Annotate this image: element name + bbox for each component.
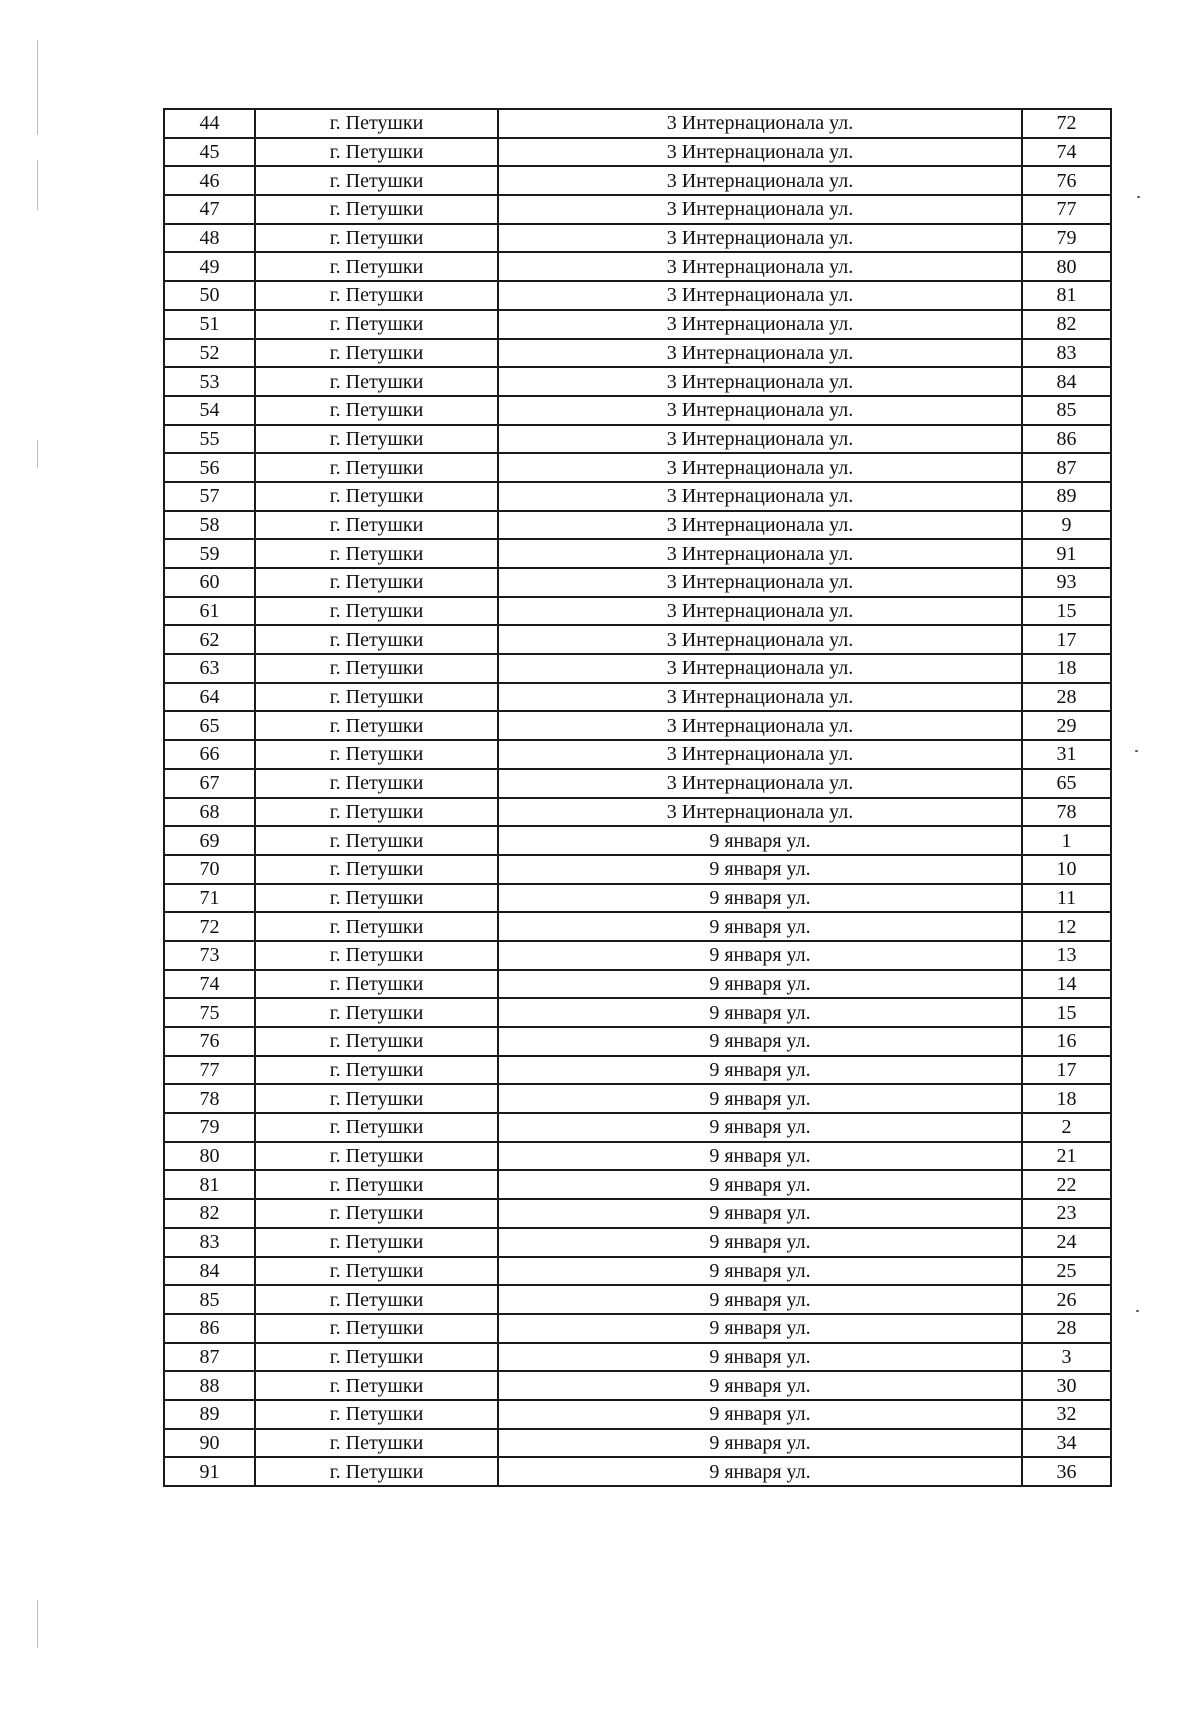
street-cell: 3 Интернационала ул. — [498, 625, 1022, 654]
city-cell: г. Петушки — [255, 798, 498, 827]
street-cell: 3 Интернационала ул. — [498, 339, 1022, 368]
row-number-cell: 80 — [164, 1142, 255, 1171]
table-row — [164, 1314, 1111, 1343]
street-cell: 9 января ул. — [498, 826, 1022, 855]
row-number-cell: 84 — [164, 1257, 255, 1286]
row-number-cell: 66 — [164, 740, 255, 769]
street-cell: 3 Интернационала ул. — [498, 310, 1022, 339]
row-number-cell: 81 — [164, 1170, 255, 1199]
address-table-body — [164, 109, 1111, 1486]
city-cell: г. Петушки — [255, 1142, 498, 1171]
street-cell: 3 Интернационала ул. — [498, 138, 1022, 167]
row-number-cell: 65 — [164, 711, 255, 740]
house-number-cell: 86 — [1022, 425, 1111, 454]
table-row — [164, 224, 1111, 253]
house-number-cell: 29 — [1022, 711, 1111, 740]
street-cell: 9 января ул. — [498, 1199, 1022, 1228]
row-number-cell: 45 — [164, 138, 255, 167]
row-number-cell: 44 — [164, 109, 255, 138]
street-cell: 3 Интернационала ул. — [498, 769, 1022, 798]
row-number-cell: 51 — [164, 310, 255, 339]
table-row — [164, 884, 1111, 913]
city-cell: г. Петушки — [255, 1314, 498, 1343]
row-number-cell: 61 — [164, 597, 255, 626]
street-cell: 9 января ул. — [498, 1457, 1022, 1486]
row-number-cell: 90 — [164, 1429, 255, 1458]
street-cell: 9 января ул. — [498, 884, 1022, 913]
house-number-cell: 24 — [1022, 1228, 1111, 1257]
house-number-cell: 12 — [1022, 912, 1111, 941]
street-cell: 9 января ул. — [498, 1113, 1022, 1142]
row-number-cell: 76 — [164, 1027, 255, 1056]
row-number-cell: 46 — [164, 166, 255, 195]
table-row — [164, 1228, 1111, 1257]
row-number-cell: 83 — [164, 1228, 255, 1257]
city-cell: г. Петушки — [255, 252, 498, 281]
house-number-cell: 10 — [1022, 855, 1111, 884]
city-cell: г. Петушки — [255, 425, 498, 454]
house-number-cell: 1 — [1022, 826, 1111, 855]
house-number-cell: 17 — [1022, 625, 1111, 654]
city-cell: г. Петушки — [255, 998, 498, 1027]
city-cell: г. Петушки — [255, 1257, 498, 1286]
table-row — [164, 1142, 1111, 1171]
table-row — [164, 396, 1111, 425]
table-row — [164, 453, 1111, 482]
table-row — [164, 310, 1111, 339]
table-row — [164, 1457, 1111, 1486]
city-cell: г. Петушки — [255, 855, 498, 884]
house-number-cell: 82 — [1022, 310, 1111, 339]
table-row — [164, 826, 1111, 855]
city-cell: г. Петушки — [255, 654, 498, 683]
city-cell: г. Петушки — [255, 970, 498, 999]
street-cell: 3 Интернационала ул. — [498, 367, 1022, 396]
table-row — [164, 138, 1111, 167]
table-row — [164, 1170, 1111, 1199]
street-cell: 9 января ул. — [498, 1400, 1022, 1429]
table-row — [164, 970, 1111, 999]
city-cell: г. Петушки — [255, 597, 498, 626]
row-number-cell: 70 — [164, 855, 255, 884]
city-cell: г. Петушки — [255, 1371, 498, 1400]
scan-margin-mark — [37, 1600, 38, 1648]
street-cell: 9 января ул. — [498, 1257, 1022, 1286]
row-number-cell: 75 — [164, 998, 255, 1027]
house-number-cell: 83 — [1022, 339, 1111, 368]
table-row — [164, 1027, 1111, 1056]
house-number-cell: 85 — [1022, 396, 1111, 425]
table-row — [164, 597, 1111, 626]
table-row — [164, 1113, 1111, 1142]
street-cell: 3 Интернационала ул. — [498, 482, 1022, 511]
table-row — [164, 539, 1111, 568]
scan-speck — [1136, 1310, 1139, 1312]
house-number-cell: 25 — [1022, 1257, 1111, 1286]
city-cell: г. Петушки — [255, 109, 498, 138]
city-cell: г. Петушки — [255, 1113, 498, 1142]
row-number-cell: 86 — [164, 1314, 255, 1343]
table-row — [164, 281, 1111, 310]
city-cell: г. Петушки — [255, 912, 498, 941]
city-cell: г. Петушки — [255, 711, 498, 740]
city-cell: г. Петушки — [255, 281, 498, 310]
street-cell: 3 Интернационала ул. — [498, 568, 1022, 597]
table-row — [164, 1084, 1111, 1113]
table-row — [164, 1285, 1111, 1314]
row-number-cell: 69 — [164, 826, 255, 855]
street-cell: 9 января ул. — [498, 912, 1022, 941]
street-cell: 3 Интернационала ул. — [498, 425, 1022, 454]
house-number-cell: 81 — [1022, 281, 1111, 310]
street-cell: 9 января ул. — [498, 1285, 1022, 1314]
row-number-cell: 60 — [164, 568, 255, 597]
house-number-cell: 78 — [1022, 798, 1111, 827]
row-number-cell: 47 — [164, 195, 255, 224]
street-cell: 9 января ул. — [498, 1429, 1022, 1458]
scan-speck — [1137, 196, 1140, 198]
city-cell: г. Петушки — [255, 1228, 498, 1257]
house-number-cell: 9 — [1022, 511, 1111, 540]
street-cell: 3 Интернационала ул. — [498, 683, 1022, 712]
city-cell: г. Петушки — [255, 740, 498, 769]
row-number-cell: 71 — [164, 884, 255, 913]
street-cell: 3 Интернационала ул. — [498, 511, 1022, 540]
street-cell: 3 Интернационала ул. — [498, 654, 1022, 683]
row-number-cell: 56 — [164, 453, 255, 482]
table-row — [164, 998, 1111, 1027]
street-cell: 9 января ул. — [498, 1084, 1022, 1113]
city-cell: г. Петушки — [255, 482, 498, 511]
house-number-cell: 28 — [1022, 683, 1111, 712]
table-row — [164, 1343, 1111, 1372]
city-cell: г. Петушки — [255, 941, 498, 970]
table-row — [164, 1429, 1111, 1458]
house-number-cell: 77 — [1022, 195, 1111, 224]
row-number-cell: 72 — [164, 912, 255, 941]
table-row — [164, 769, 1111, 798]
table-row — [164, 1400, 1111, 1429]
street-cell: 3 Интернационала ул. — [498, 396, 1022, 425]
row-number-cell: 62 — [164, 625, 255, 654]
house-number-cell: 80 — [1022, 252, 1111, 281]
city-cell: г. Петушки — [255, 1056, 498, 1085]
row-number-cell: 79 — [164, 1113, 255, 1142]
table-row — [164, 625, 1111, 654]
row-number-cell: 55 — [164, 425, 255, 454]
house-number-cell: 30 — [1022, 1371, 1111, 1400]
house-number-cell: 15 — [1022, 998, 1111, 1027]
table-row — [164, 568, 1111, 597]
city-cell: г. Петушки — [255, 367, 498, 396]
city-cell: г. Петушки — [255, 884, 498, 913]
row-number-cell: 50 — [164, 281, 255, 310]
table-row — [164, 654, 1111, 683]
city-cell: г. Петушки — [255, 1199, 498, 1228]
city-cell: г. Петушки — [255, 224, 498, 253]
city-cell: г. Петушки — [255, 568, 498, 597]
street-cell: 3 Интернационала ул. — [498, 453, 1022, 482]
city-cell: г. Петушки — [255, 195, 498, 224]
street-cell: 9 января ул. — [498, 1371, 1022, 1400]
table-row — [164, 339, 1111, 368]
city-cell: г. Петушки — [255, 769, 498, 798]
house-number-cell: 84 — [1022, 367, 1111, 396]
house-number-cell: 2 — [1022, 1113, 1111, 1142]
table-row — [164, 912, 1111, 941]
street-cell: 3 Интернационала ул. — [498, 539, 1022, 568]
city-cell: г. Петушки — [255, 166, 498, 195]
city-cell: г. Петушки — [255, 1170, 498, 1199]
city-cell: г. Петушки — [255, 1457, 498, 1486]
row-number-cell: 88 — [164, 1371, 255, 1400]
street-cell: 3 Интернационала ул. — [498, 740, 1022, 769]
street-cell: 3 Интернационала ул. — [498, 224, 1022, 253]
table-row — [164, 683, 1111, 712]
row-number-cell: 57 — [164, 482, 255, 511]
row-number-cell: 91 — [164, 1457, 255, 1486]
row-number-cell: 48 — [164, 224, 255, 253]
street-cell: 3 Интернационала ул. — [498, 798, 1022, 827]
table-row — [164, 711, 1111, 740]
row-number-cell: 49 — [164, 252, 255, 281]
street-cell: 3 Интернационала ул. — [498, 281, 1022, 310]
table-row — [164, 482, 1111, 511]
house-number-cell: 31 — [1022, 740, 1111, 769]
house-number-cell: 11 — [1022, 884, 1111, 913]
city-cell: г. Петушки — [255, 1400, 498, 1429]
scan-margin-mark — [37, 40, 38, 135]
street-cell: 3 Интернационала ул. — [498, 166, 1022, 195]
street-cell: 9 января ул. — [498, 998, 1022, 1027]
row-number-cell: 77 — [164, 1056, 255, 1085]
street-cell: 9 января ул. — [498, 1228, 1022, 1257]
city-cell: г. Петушки — [255, 339, 498, 368]
house-number-cell: 14 — [1022, 970, 1111, 999]
street-cell: 9 января ул. — [498, 1027, 1022, 1056]
table-row — [164, 511, 1111, 540]
house-number-cell: 89 — [1022, 482, 1111, 511]
table-row — [164, 1257, 1111, 1286]
table-row — [164, 798, 1111, 827]
table-row — [164, 425, 1111, 454]
street-cell: 9 января ул. — [498, 1170, 1022, 1199]
city-cell: г. Петушки — [255, 683, 498, 712]
row-number-cell: 53 — [164, 367, 255, 396]
row-number-cell: 54 — [164, 396, 255, 425]
scan-margin-mark — [37, 160, 38, 210]
row-number-cell: 85 — [164, 1285, 255, 1314]
table-row — [164, 252, 1111, 281]
street-cell: 9 января ул. — [498, 1343, 1022, 1372]
city-cell: г. Петушки — [255, 1285, 498, 1314]
table-row — [164, 109, 1111, 138]
city-cell: г. Петушки — [255, 310, 498, 339]
table-row — [164, 166, 1111, 195]
scan-margin-mark — [37, 440, 38, 468]
house-number-cell: 74 — [1022, 138, 1111, 167]
house-number-cell: 87 — [1022, 453, 1111, 482]
street-cell: 3 Интернационала ул. — [498, 195, 1022, 224]
house-number-cell: 3 — [1022, 1343, 1111, 1372]
street-cell: 3 Интернационала ул. — [498, 711, 1022, 740]
city-cell: г. Петушки — [255, 826, 498, 855]
house-number-cell: 17 — [1022, 1056, 1111, 1085]
table-row — [164, 1371, 1111, 1400]
city-cell: г. Петушки — [255, 396, 498, 425]
row-number-cell: 82 — [164, 1199, 255, 1228]
house-number-cell: 21 — [1022, 1142, 1111, 1171]
row-number-cell: 58 — [164, 511, 255, 540]
house-number-cell: 93 — [1022, 568, 1111, 597]
city-cell: г. Петушки — [255, 511, 498, 540]
address-table — [163, 108, 1112, 1487]
house-number-cell: 13 — [1022, 941, 1111, 970]
street-cell: 9 января ул. — [498, 855, 1022, 884]
table-row — [164, 855, 1111, 884]
house-number-cell: 26 — [1022, 1285, 1111, 1314]
house-number-cell: 18 — [1022, 1084, 1111, 1113]
street-cell: 3 Интернационала ул. — [498, 252, 1022, 281]
street-cell: 9 января ул. — [498, 1314, 1022, 1343]
city-cell: г. Петушки — [255, 539, 498, 568]
row-number-cell: 89 — [164, 1400, 255, 1429]
street-cell: 9 января ул. — [498, 970, 1022, 999]
city-cell: г. Петушки — [255, 1429, 498, 1458]
house-number-cell: 79 — [1022, 224, 1111, 253]
house-number-cell: 65 — [1022, 769, 1111, 798]
table-row — [164, 1056, 1111, 1085]
house-number-cell: 34 — [1022, 1429, 1111, 1458]
table-row — [164, 1199, 1111, 1228]
table-row — [164, 740, 1111, 769]
street-cell: 9 января ул. — [498, 1142, 1022, 1171]
street-cell: 9 января ул. — [498, 941, 1022, 970]
row-number-cell: 59 — [164, 539, 255, 568]
street-cell: 3 Интернационала ул. — [498, 597, 1022, 626]
row-number-cell: 68 — [164, 798, 255, 827]
row-number-cell: 73 — [164, 941, 255, 970]
house-number-cell: 76 — [1022, 166, 1111, 195]
house-number-cell: 32 — [1022, 1400, 1111, 1429]
house-number-cell: 22 — [1022, 1170, 1111, 1199]
city-cell: г. Петушки — [255, 453, 498, 482]
house-number-cell: 15 — [1022, 597, 1111, 626]
table-row — [164, 941, 1111, 970]
row-number-cell: 63 — [164, 654, 255, 683]
house-number-cell: 91 — [1022, 539, 1111, 568]
row-number-cell: 87 — [164, 1343, 255, 1372]
scan-speck — [1135, 750, 1138, 752]
house-number-cell: 18 — [1022, 654, 1111, 683]
table-row — [164, 195, 1111, 224]
row-number-cell: 67 — [164, 769, 255, 798]
row-number-cell: 74 — [164, 970, 255, 999]
house-number-cell: 28 — [1022, 1314, 1111, 1343]
house-number-cell: 23 — [1022, 1199, 1111, 1228]
city-cell: г. Петушки — [255, 1027, 498, 1056]
city-cell: г. Петушки — [255, 1343, 498, 1372]
street-cell: 3 Интернационала ул. — [498, 109, 1022, 138]
house-number-cell: 72 — [1022, 109, 1111, 138]
city-cell: г. Петушки — [255, 625, 498, 654]
house-number-cell: 36 — [1022, 1457, 1111, 1486]
table-row — [164, 367, 1111, 396]
city-cell: г. Петушки — [255, 138, 498, 167]
row-number-cell: 64 — [164, 683, 255, 712]
city-cell: г. Петушки — [255, 1084, 498, 1113]
house-number-cell: 16 — [1022, 1027, 1111, 1056]
row-number-cell: 52 — [164, 339, 255, 368]
street-cell: 9 января ул. — [498, 1056, 1022, 1085]
row-number-cell: 78 — [164, 1084, 255, 1113]
